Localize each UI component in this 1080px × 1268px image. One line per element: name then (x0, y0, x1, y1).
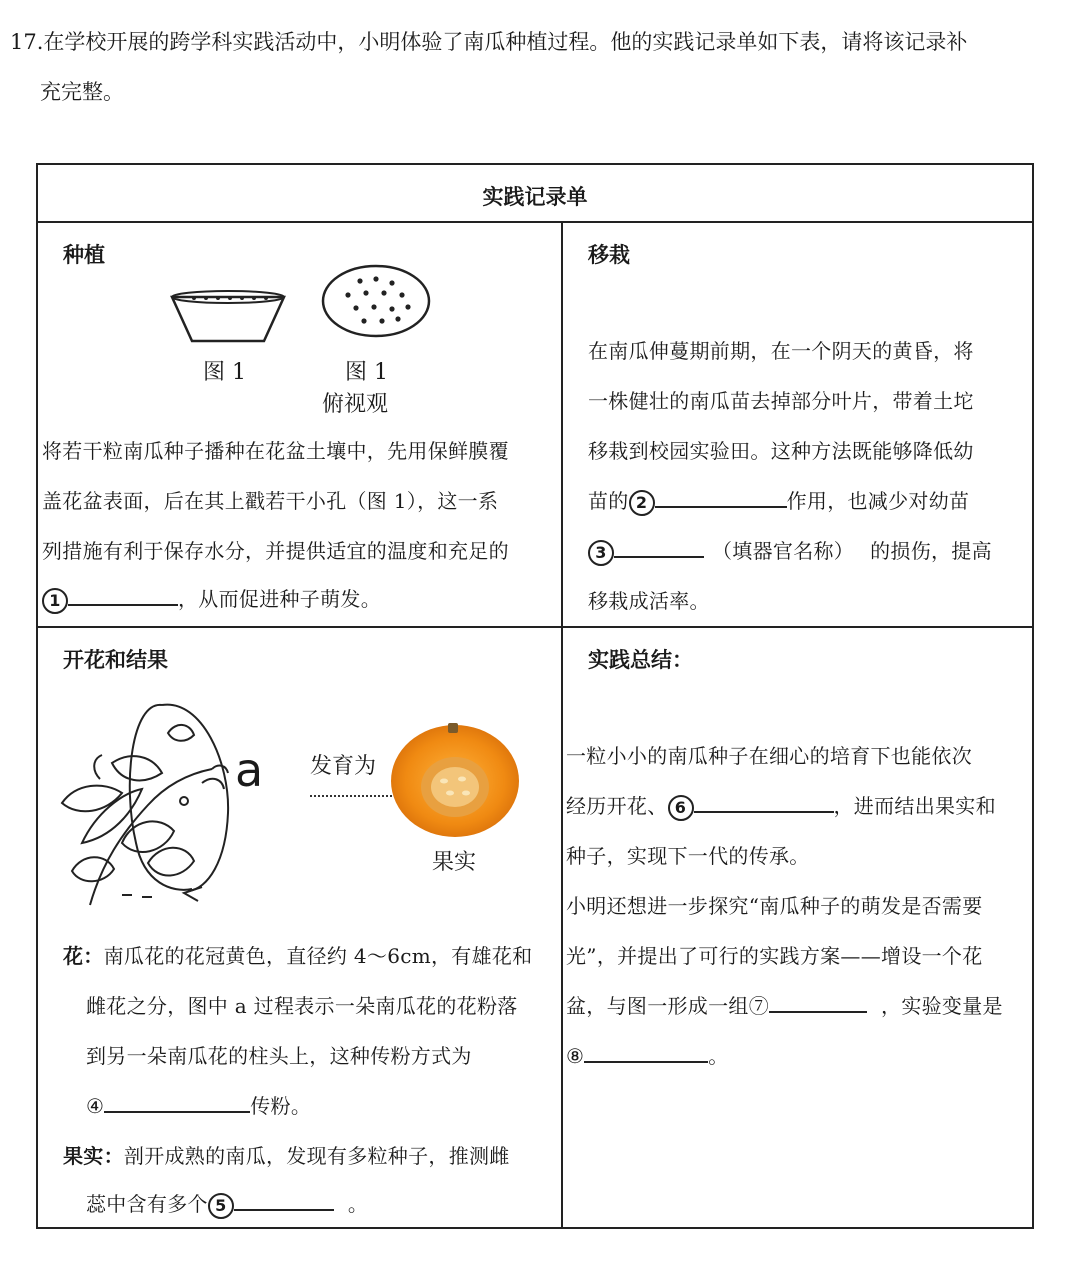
transplant-text-line-5 (588, 535, 992, 566)
develop-into-label: 发育为 (310, 754, 377, 779)
answer-blank-2[interactable] (655, 488, 787, 508)
fruit-line-1-text: 剖开成熟的南瓜，发现有多粒种子，推测雌 (123, 1144, 510, 1168)
question-line-1: 17.在学校开展的跨学科实践活动中，小明体验了南瓜种植过程。他的实践记录单如下表，请将该记录补 (10, 30, 968, 54)
transplant-text-line-4 (588, 485, 969, 516)
blank-number-5: 5 (208, 1193, 234, 1219)
flower-text-line-4 (86, 1090, 311, 1119)
blank-number-7: ⑦ (748, 994, 770, 1018)
answer-blank-5[interactable] (234, 1191, 334, 1211)
summary-text-line-4: 小明还想进一步探究“南瓜种子的萌发是否需要 (566, 894, 983, 918)
summary-text-line-1: 一粒小小的南瓜种子在细心的培育下也能依次 (566, 744, 972, 768)
transplant-line-5-tail: 的损伤，提高 (870, 539, 992, 563)
figure-1-right-label: 图 1 (345, 360, 388, 385)
answer-blank-3[interactable] (614, 538, 704, 558)
flowering-heading: 开花和结果 (63, 648, 168, 672)
flowerpot-side-figure (168, 289, 288, 345)
process-a-label: a (235, 743, 264, 797)
figure-1-left-label: 图 1 (203, 360, 246, 385)
answer-blank-4[interactable] (104, 1093, 250, 1113)
transplant-line-5-mid: （填器官名称） (712, 539, 855, 563)
blank-number-2: 2 (629, 490, 655, 516)
summary-line-7-tail: 。 (708, 1044, 729, 1068)
answer-blank-6[interactable] (694, 793, 834, 813)
transplant-line-4-tail: 作用，也减少对幼苗 (786, 489, 970, 513)
summary-line-6-head: 盆，与图一形成一组 (566, 994, 749, 1018)
transplant-text-line-6: 移栽成活率。 (588, 589, 710, 613)
summary-text-line-6 (566, 990, 1003, 1019)
summary-text-line-7 (566, 1040, 729, 1069)
answer-blank-8[interactable] (584, 1043, 708, 1063)
transplant-heading: 移栽 (588, 243, 630, 267)
record-title: 实践记录单 (482, 185, 588, 209)
pumpkin-fruit-image (388, 721, 522, 839)
planting-line-4-tail: ，从而促进种子萌发。 (178, 587, 381, 611)
summary-heading: 实践总结： (588, 648, 693, 672)
summary-line-6-tail: ，实验变量是 (881, 994, 1003, 1018)
blank-number-3: 3 (588, 540, 614, 566)
transplant-text-line-3: 移栽到校园实验田。这种方法既能够降低幼 (588, 439, 974, 463)
summary-line-2-tail: ，进而结出果实和 (833, 794, 996, 818)
transplant-line-4-head: 苗的 (588, 489, 629, 513)
flower-text-line-1 (63, 940, 532, 969)
pumpkin-plant-figure (52, 693, 242, 911)
flowerpot-top-view-figure (320, 263, 432, 339)
summary-line-2-head: 经历开花、 (566, 794, 668, 818)
fruit-label: 果实 (432, 850, 477, 875)
planting-text-line-3: 列措施有利于保存水分，并提供适宜的温度和充足的 (42, 539, 509, 563)
fruit-text-line-1 (63, 1140, 510, 1169)
blank-number-8: ⑧ (566, 1044, 585, 1068)
transplant-text-line-1: 在南瓜伸蔓期前期，在一个阴天的黄昏，将 (588, 339, 974, 363)
table-divider-header (38, 221, 1032, 223)
answer-blank-1[interactable] (68, 586, 178, 606)
fruit-line-2-tail: 。 (347, 1192, 369, 1216)
summary-text-line-5: 光”，并提出了可行的实践方案——增设一个花 (566, 944, 983, 968)
flower-text-line-3: 到另一朵南瓜花的柱头上，这种传粉方式为 (86, 1044, 472, 1068)
planting-heading: 种植 (63, 243, 105, 267)
summary-text-line-2 (566, 790, 996, 821)
blank-number-6: 6 (668, 795, 694, 821)
fruit-line-2-head: 蕊中含有多个 (86, 1192, 208, 1216)
transplant-text-line-2: 一株健壮的南瓜苗去掉部分叶片，带着土坨 (588, 389, 974, 413)
table-divider-vertical (561, 221, 563, 1227)
flower-text-line-2: 雌花之分，图中 a 过程表示一朵南瓜花的花粉落 (86, 994, 518, 1018)
summary-text-line-3: 种子，实现下一代的传承。 (566, 844, 810, 868)
fruit-text-line-2 (86, 1188, 368, 1219)
planting-text-line-4 (42, 583, 381, 614)
flower-subheading: 花： (63, 944, 104, 968)
answer-blank-7[interactable] (769, 993, 867, 1013)
table-divider-middle (38, 626, 1032, 628)
top-view-label: 俯视观 (322, 392, 389, 417)
record-table (36, 163, 1034, 1229)
flower-line-1-text: 南瓜花的花冠黄色，直径约 4～6cm，有雄花和 (103, 944, 533, 968)
planting-text-line-2: 盖花盆表面，后在其上戳若干小孔（图 1），这一系 (42, 489, 499, 513)
planting-text-line-1: 将若干粒南瓜种子播种在花盆土壤中，先用保鲜膜覆 (42, 439, 509, 463)
blank-number-4: ④ (86, 1094, 105, 1118)
question-line-2: 充完整。 (40, 80, 124, 104)
fruit-subheading: 果实： (63, 1144, 124, 1168)
flower-line-4-tail: 传粉。 (250, 1094, 312, 1118)
blank-number-1: 1 (42, 588, 68, 614)
